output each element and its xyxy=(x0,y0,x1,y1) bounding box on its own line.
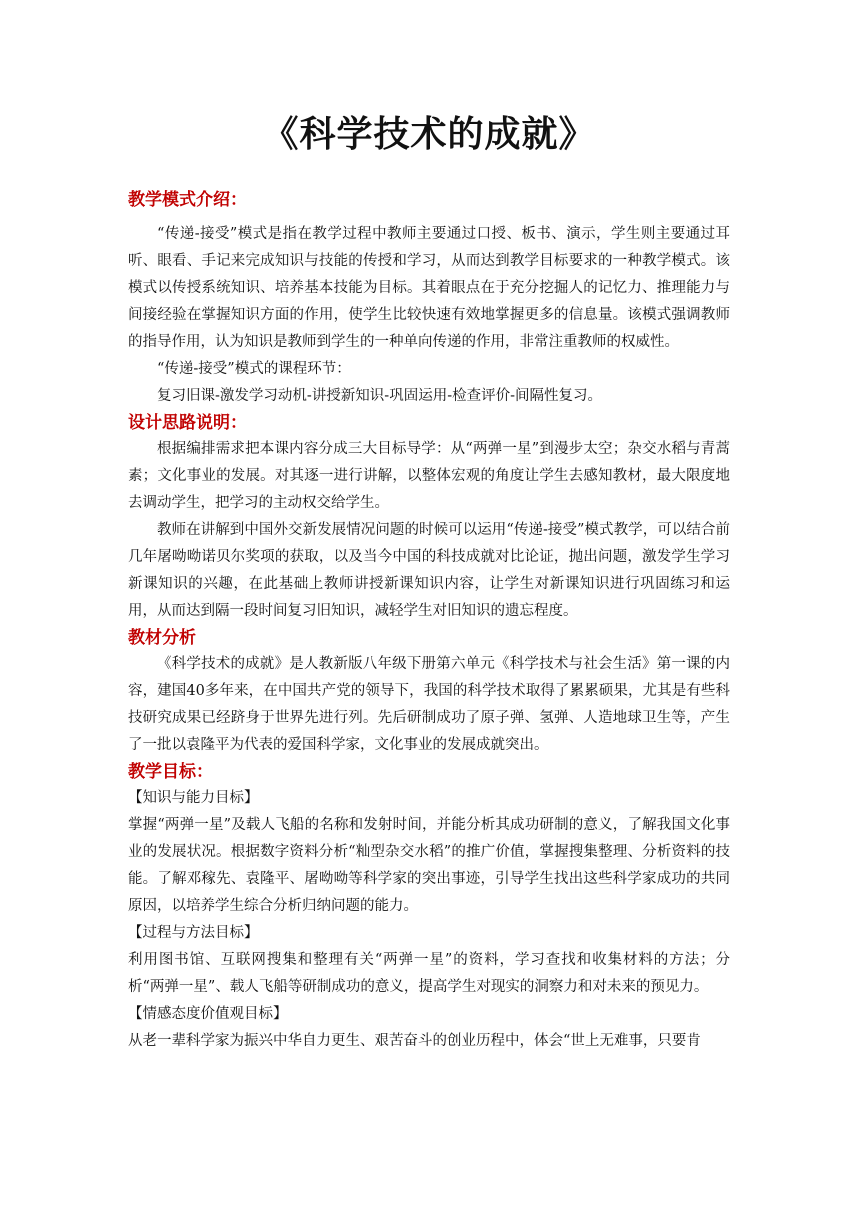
label-emotion-goal: 【情感态度价值观目标】 xyxy=(128,1006,288,1022)
paragraph-material-analysis: 《科学技术的成就》是人教新版八年级下册第六单元《科学技术与社会生活》第一课的内容，建国40多年来，在中国共产党的领导下，我国的科学技术取得了累累硕果，尤其是有些科技研究成果已经跻身于世界先进行列。先后研制成功了原子弹、氢弹、人造地球卫生等，产生了一批以袁隆平为代表的爱国科学家，文化事业的发展成就突出。 xyxy=(128,656,730,753)
paragraph-mode-steps-title: “传递-接受”模式的课程环节： xyxy=(157,361,351,377)
heading-design-idea: 设计思路说明： xyxy=(128,413,247,433)
paragraph-knowledge-goal: 掌握“两弹一星”及载人飞船的名称和发射时间，并能分析其成功研制的意义，了解我国文化事业的发展状况。根据数字资料分析“籼型杂交水稻”的推广价值，掌握搜集整理、分析资料的技能。了解邓稼先、袁隆平、屠呦呦等科学家的突出事迹，引导学生找出这些科学家成功的共同原因，以培养学生综合分析归纳问题的能力。 xyxy=(128,817,730,914)
paragraph-design-2: 教师在讲解到中国外交新发展情况问题的时候可以运用“传递-接受”模式教学，可以结合前几年屠呦呦诺贝尔奖项的获取，以及当今中国的科技成就对比论证，抛出问题，激发学生学习新课知识的兴趣，在此基础上教师讲授新课知识内容，让学生对新课知识进行巩固练习和运用，从而达到隔一段时间复习旧知识，减轻学生对旧知识的遗忘程度。 xyxy=(128,522,730,619)
heading-teaching-goals: 教学目标： xyxy=(128,762,213,782)
label-process-goal: 【过程与方法目标】 xyxy=(128,925,259,941)
label-knowledge-goal: 【知识与能力目标】 xyxy=(128,790,259,806)
paragraph-mode-description: “传递-接受”模式是指在教学过程中教师主要通过口授、板书、演示，学生则主要通过耳听、眼看、手记来完成知识与技能的传授和学习，从而达到教学目标要求的一种教学模式。该模式以传授系统知识、培养基本技能为目标。其着眼点在于充分挖掘人的记忆力、推理能力与间接经验在掌握知识方面的作用，使学生比较快速有效地掌握更多的信息量。该模式强调教师的指导作用，认为知识是教师到学生的一种单向传递的作用，非常注重教师的权威性。 xyxy=(128,226,730,350)
heading-teaching-mode: 教学模式介绍： xyxy=(128,190,247,210)
paragraph-mode-steps: 复习旧课-激发学习动机-讲授新知识-巩固运用-检查评价-间隔性复习。 xyxy=(157,388,602,404)
heading-material-analysis: 教材分析 xyxy=(128,628,196,648)
paragraph-emotion-goal: 从老一辈科学家为振兴中华自力更生、艰苦奋斗的创业历程中，体会“世上无难事，只要肯 xyxy=(128,1033,701,1049)
document-title: 《科学技术的成就》 xyxy=(262,113,596,155)
paragraph-design-1: 根据编排需求把本课内容分成三大目标导学：从“两弹一星”到漫步太空；杂交水稻与青蒿素；文化事业的发展。对其逐一进行讲解，以整体宏观的角度让学生去感知教材，最大限度地去调动学生，把学习的主动权交给学生。 xyxy=(128,441,730,511)
paragraph-process-goal: 利用图书馆、互联网搜集和整理有关“两弹一星”的资料，学习查找和收集材料的方法；分析“两弹一星”、载人飞船等研制成功的意义，提高学生对现实的洞察力和对未来的预见力。 xyxy=(128,952,730,995)
